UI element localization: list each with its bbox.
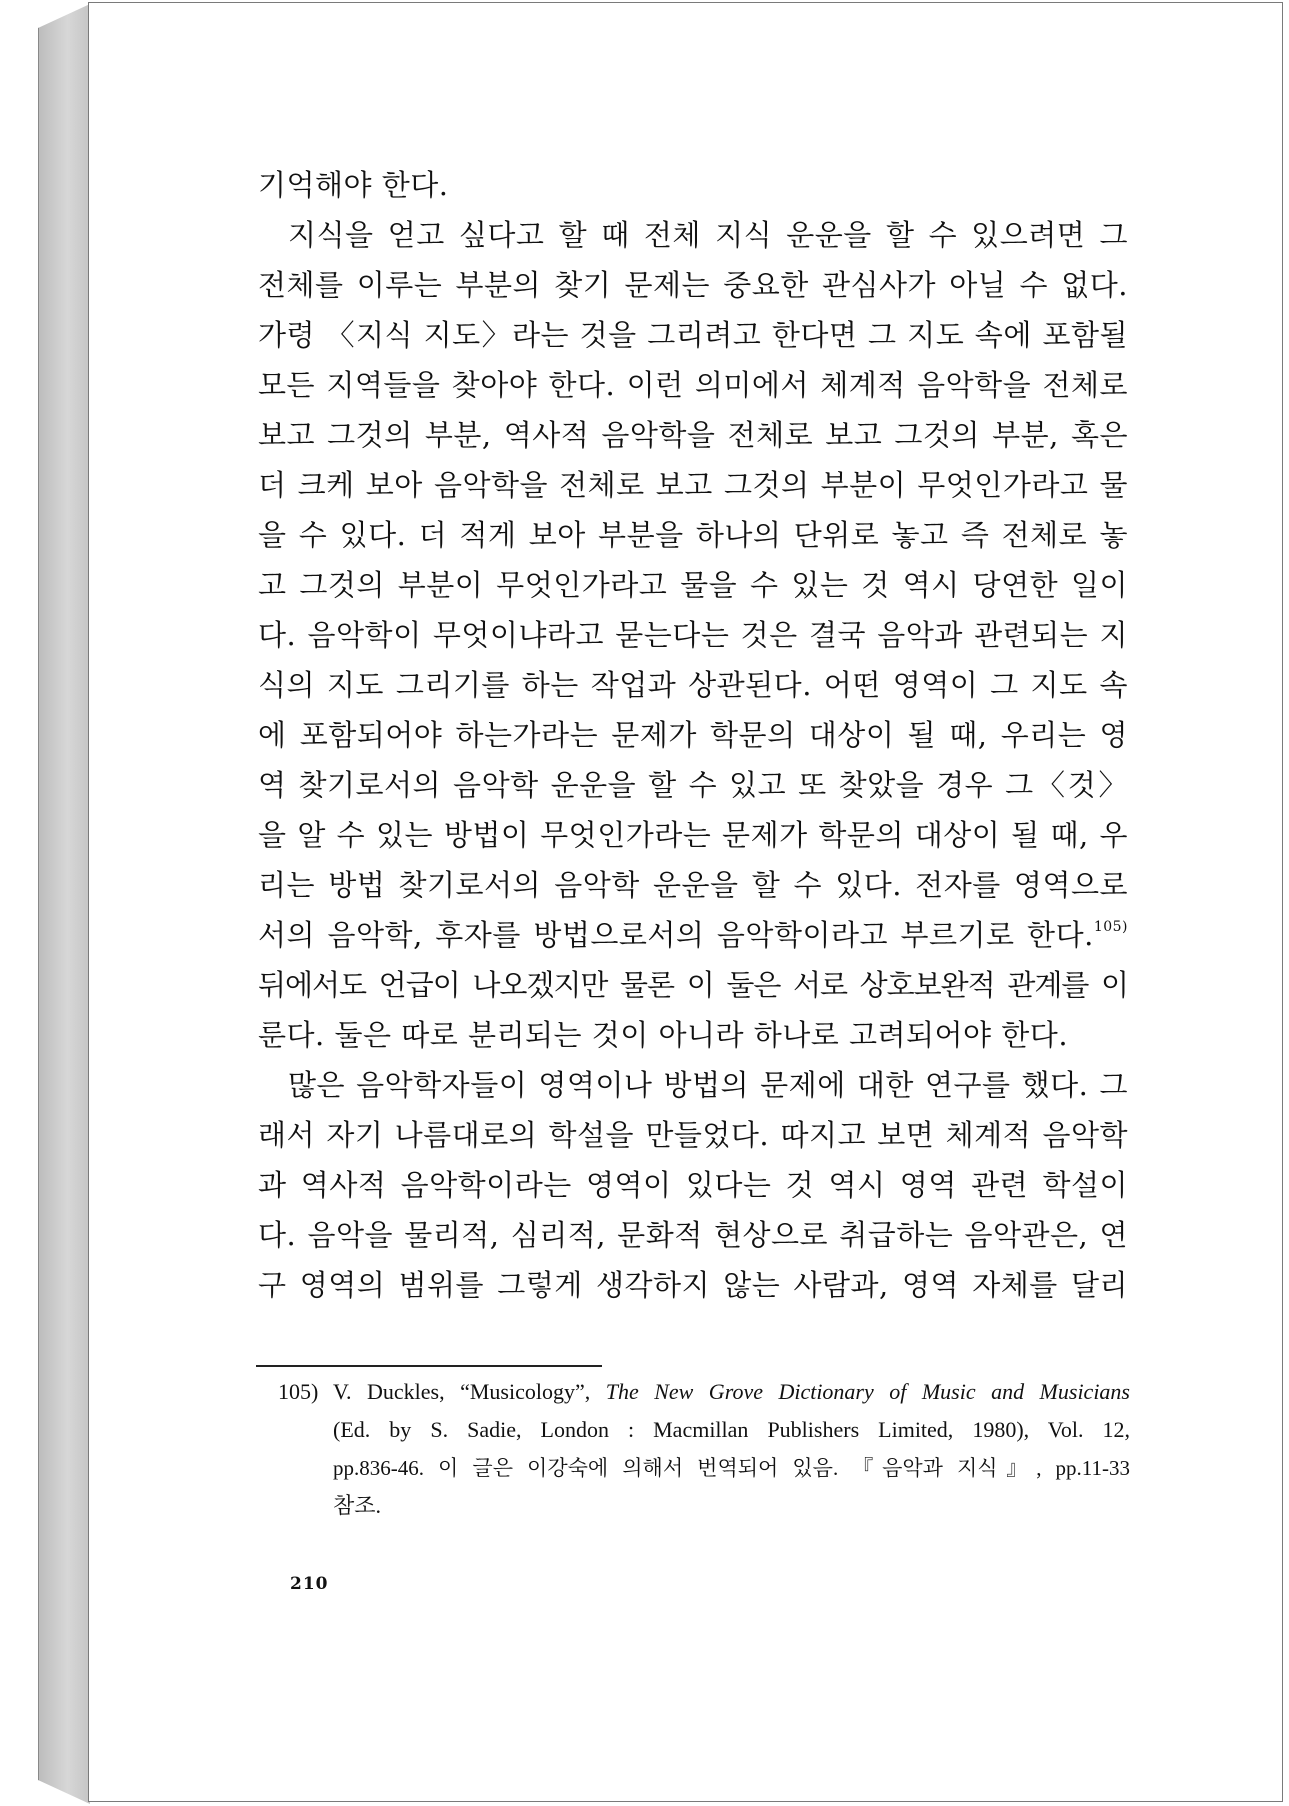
footnote-line: pp.836-46. 이 글은 이강숙에 의해서 번역되어 있음. 『음악과 지식』, pp.11-33 — [333, 1456, 1130, 1480]
footnote-line: (Ed. by S. Sadie, London : Macmillan Publishers Limited, 1980), Vol. 12, — [333, 1417, 1130, 1442]
footnote-line: 참조. — [333, 1493, 382, 1518]
text-line: 기억해야 한다. — [258, 168, 449, 202]
text-line: 리는 방법 찾기로서의 음악학 운운을 할 수 있다. 전자를 영역으로 — [258, 868, 1128, 902]
footnote-body — [333, 1373, 1130, 1525]
text-line: 전체를 이루는 부분의 찾기 문제는 중요한 관심사가 아닐 수 없다. — [258, 268, 1128, 302]
footnote — [278, 1373, 1130, 1525]
text-line: 가령 〈지식 지도〉라는 것을 그리려고 한다면 그 지도 속에 포함될 — [258, 318, 1128, 352]
text-line: 지식을 얻고 싶다고 할 때 전체 지식 운운을 할 수 있으려면 그 — [288, 218, 1128, 252]
text-line: 에 포함되어야 하는가라는 문제가 학문의 대상이 될 때, 우리는 영 — [258, 718, 1128, 752]
text-line: 고 그것의 부분이 무엇인가라고 물을 수 있는 것 역시 당연한 일이 — [258, 568, 1128, 602]
page-number: 210 — [290, 1574, 329, 1594]
text-line: 다. 음악을 물리적, 심리적, 문화적 현상으로 취급하는 음악관은, 연 — [258, 1218, 1128, 1252]
footnote-line: V. Duckles, “Musicology”, The New Grove Dictionary of Music and Musicians — [333, 1379, 1130, 1404]
text-line: 다. 음악학이 무엇이냐라고 묻는다는 것은 결국 음악과 관련되는 지 — [258, 618, 1128, 652]
text-line: 서의 음악학, 후자를 방법으로서의 음악학이라고 부르기로 한다.$^{105)}$ — [258, 918, 1128, 952]
text-line: 을 알 수 있는 방법이 무엇인가라는 문제가 학문의 대상이 될 때, 우 — [258, 818, 1128, 852]
text-line: 뒤에서도 언급이 나오겠지만 물론 이 둘은 서로 상호보완적 관계를 이 — [258, 968, 1128, 1002]
text-line: 모든 지역들을 찾아야 한다. 이런 의미에서 체계적 음악학을 전체로 — [258, 368, 1128, 402]
footnote-reference: 105) — [1093, 919, 1128, 935]
text-line: 래서 자기 나름대로의 학설을 만들었다. 따지고 보면 체계적 음악학 — [258, 1118, 1128, 1152]
text-line: 역 찾기로서의 음악학 운운을 할 수 있고 또 찾았을 경우 그〈것〉 — [258, 768, 1128, 802]
footnote-divider — [256, 1365, 602, 1367]
text-line: 을 수 있다. 더 적게 보아 부분을 하나의 단위로 놓고 즉 전체로 놓 — [258, 518, 1128, 552]
text-line: 보고 그것의 부분, 역사적 음악학을 전체로 보고 그것의 부분, 혹은 — [258, 418, 1128, 452]
footnote-number: 105) — [278, 1379, 319, 1404]
text-line: 더 크케 보아 음악학을 전체로 보고 그것의 부분이 무엇인가라고 물 — [258, 468, 1128, 502]
text-line: 룬다. 둘은 따로 분리되는 것이 아니라 하나로 고려되어야 한다. — [258, 1018, 1069, 1052]
text-line: 많은 음악학자들이 영역이나 방법의 문제에 대한 연구를 했다. 그 — [288, 1068, 1128, 1102]
text-line: 식의 지도 그리기를 하는 작업과 상관된다. 어떤 영역이 그 지도 속 — [258, 668, 1128, 702]
body-text — [258, 160, 1128, 1310]
book-spine — [38, 4, 91, 1804]
text-line: 구 영역의 범위를 그렇게 생각하지 않는 사람과, 영역 자체를 달리 — [258, 1268, 1128, 1302]
text-line: 과 역사적 음악학이라는 영역이 있다는 것 역시 영역 관련 학설이 — [258, 1168, 1128, 1202]
footnote-source-title: The New Grove Dictionary of Music and Musicians — [605, 1379, 1130, 1404]
